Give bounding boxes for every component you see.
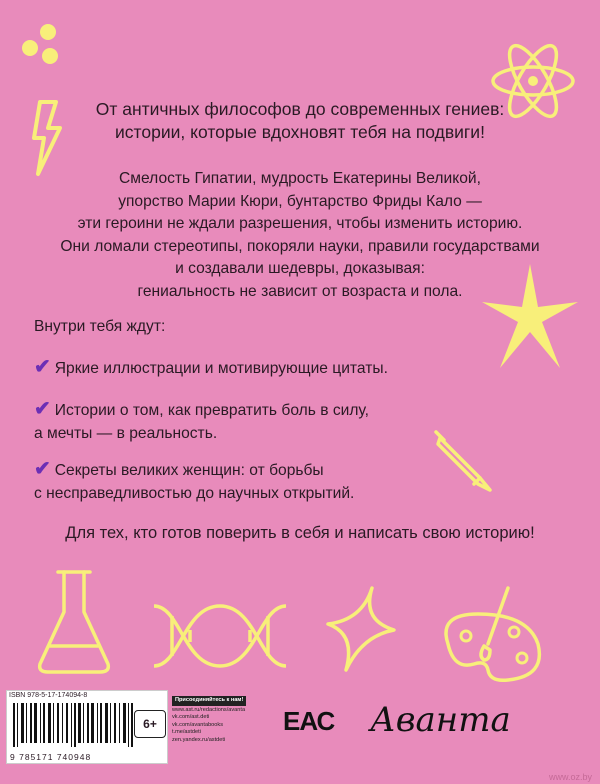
flask-icon xyxy=(34,568,114,678)
social-link[interactable]: vk.com/avantabooks xyxy=(172,721,223,728)
barcode-bars xyxy=(13,703,133,747)
description-line: упорство Марии Кюри, бунтарство Фриды Кало — xyxy=(118,192,482,210)
intro-text xyxy=(0,98,600,144)
description-paragraph xyxy=(0,168,600,303)
bullet-item xyxy=(34,458,354,505)
social-link[interactable]: t.me/astdeti xyxy=(172,729,201,736)
barcode-digits: 9 785171 740948 xyxy=(10,752,92,762)
intro-line: истории, которые вдохновят тебя на подвиги! xyxy=(115,122,485,142)
watermark: www.oz.by xyxy=(548,772,592,782)
checkmark-icon: ✔ xyxy=(34,458,51,480)
palette-icon xyxy=(428,584,558,694)
pen-icon xyxy=(430,428,500,498)
description-line: Они ломали стереотипы, покоряли науки, правили государствами xyxy=(60,237,540,255)
social-link[interactable]: www.ast.ru/redactions/avanta xyxy=(172,706,246,713)
description-line: эти героини не ждали разрешения, чтобы изменить историю. xyxy=(77,215,523,232)
description-line: и создавали шедевры, доказывая: xyxy=(175,260,425,277)
age-rating-badge: 6+ xyxy=(134,710,166,738)
isbn-text: ISBN 978-5-17-174094-8 xyxy=(9,692,88,699)
bullet-text: Яркие иллюстрации и мотивирующие цитаты. xyxy=(54,360,388,377)
bullet-item xyxy=(34,398,369,445)
dna-icon xyxy=(150,596,290,676)
social-link[interactable]: vk.com/ast.deti xyxy=(172,714,210,721)
crystal-icon xyxy=(322,584,402,674)
publisher-logo: Аванта xyxy=(370,700,511,740)
intro-line: От античных философов до современных гениев: xyxy=(95,99,505,119)
bullet-text: а мечты — в реальность. xyxy=(34,424,218,442)
closing-line: Для тех, кто готов поверить в себя и написать свою историю! xyxy=(65,524,535,542)
description-line: гениальность не зависит от возраста и пола. xyxy=(137,282,463,300)
dots-icon xyxy=(10,22,60,66)
checkmark-icon: ✔ xyxy=(34,398,51,420)
bullet-text: Истории о том, как превратить боль в силу, xyxy=(54,402,369,419)
bullet-item xyxy=(34,356,388,381)
social-links-block xyxy=(172,696,246,745)
description-line: Смелость Гипатии, мудрость Екатерины Великой, xyxy=(119,170,481,187)
checkmark-icon: ✔ xyxy=(34,356,51,378)
inside-heading: Внутри тебя ждут: xyxy=(34,318,166,335)
social-heading: Присоединяйтесь к нам! xyxy=(172,696,246,706)
bullet-text: Секреты великих женщин: от борьбы xyxy=(54,462,324,479)
eac-mark: ЕАС xyxy=(283,706,335,736)
social-link[interactable]: zen.yandex.ru/astdeti xyxy=(172,736,226,743)
bullet-text: с несправедливостью до научных открытий. xyxy=(34,484,355,502)
